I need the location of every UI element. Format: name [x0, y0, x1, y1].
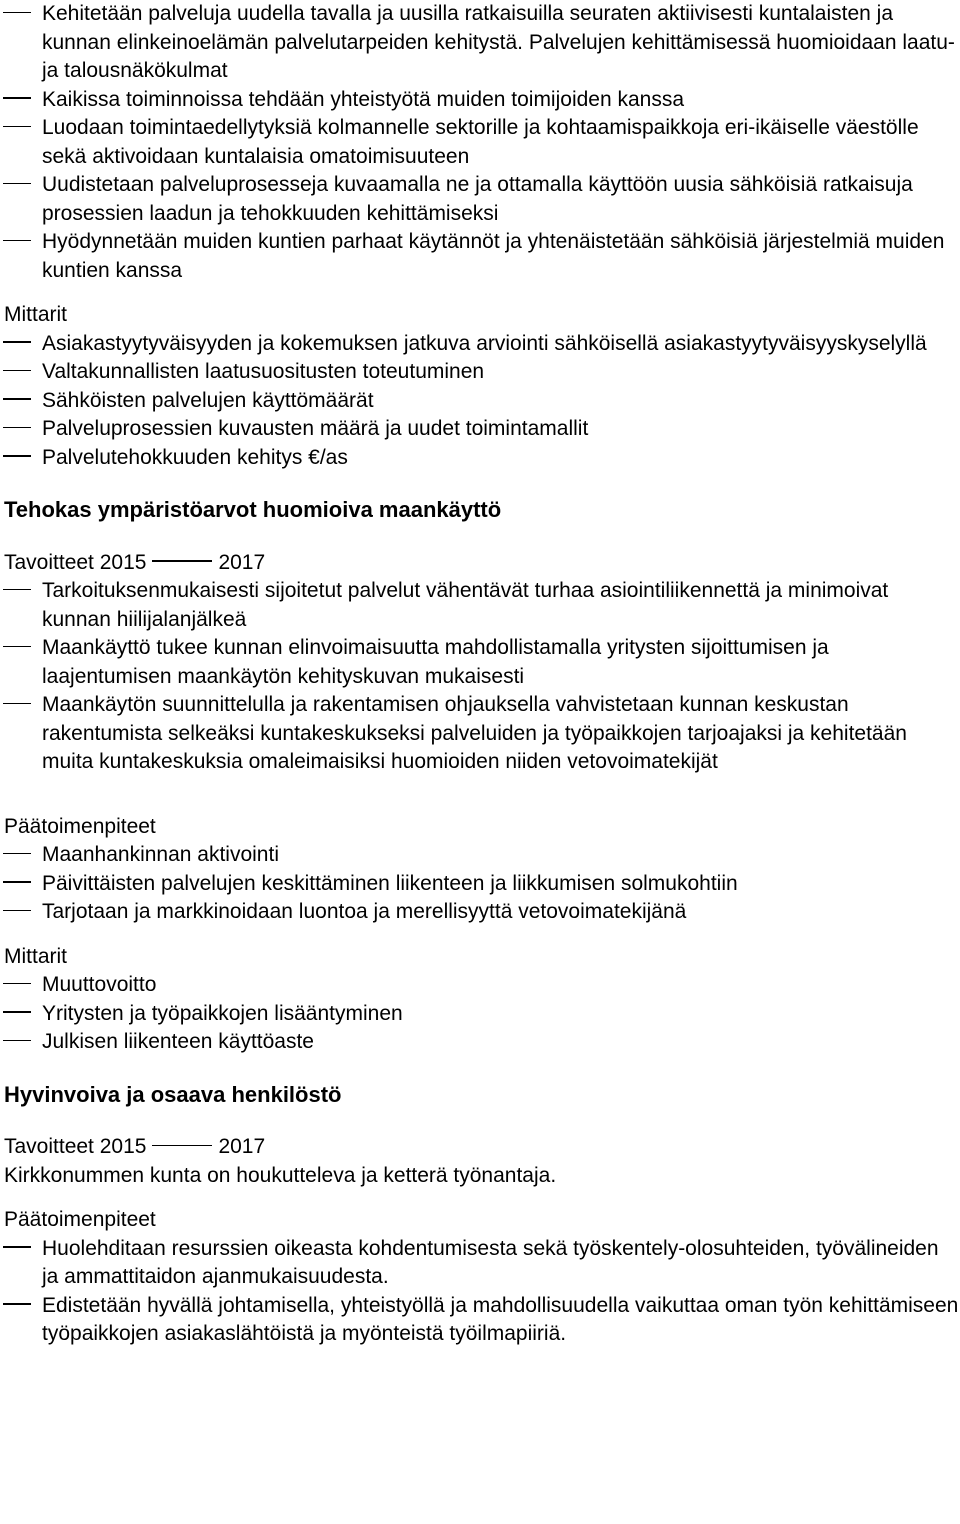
- list-item: [0, 898, 960, 927]
- dash-bullet-icon: [3, 1235, 33, 1264]
- dash-bullet-icon: [3, 898, 33, 927]
- list-item: [0, 228, 960, 285]
- tavoitteet-label-text: Tavoitteet 2015: [4, 1135, 147, 1158]
- tavoitteet-year-end: 2017: [218, 550, 266, 574]
- list-item-text: Maankäytön suunnittelulla ja rakentamisen ohjauksella vahvistetaan kunnan keskustan rakentumista selkeäksi kuntakeskukseksi palveluiden ja työpaikkojen tarjoajaksi ja kehitetään muita kuntakeskuksia omaleimaisiksi huomioiden niiden vetovoimatekijät: [42, 693, 907, 773]
- list-item: [0, 0, 960, 86]
- list-item: [0, 1028, 960, 1057]
- list-item: [0, 1292, 960, 1349]
- list-item-text: Tarkoituksenmukaisesti sijoitetut palvelut vähentävät turhaa asiointiliikennettä ja minimoivat kunnan hiilijalanjälkeä: [42, 579, 889, 631]
- list-item: [0, 358, 960, 387]
- list-item-text: Päivittäisten palvelujen keskittäminen liikenteen ja liikkumisen solmukohtiin: [42, 871, 738, 895]
- dash-separator-icon: [152, 1145, 212, 1147]
- dash-bullet-icon: [3, 1028, 33, 1057]
- dash-bullet-icon: [3, 330, 33, 359]
- paatoimenpiteet-label: Päätoimenpiteet: [4, 814, 156, 838]
- list-item-text: Tarjotaan ja markkinoidaan luontoa ja merellisyyttä vetovoimatekijänä: [42, 900, 687, 923]
- tavoitteet-label-text: Tavoitteet 2015: [4, 550, 147, 574]
- dash-bullet-icon: [3, 577, 33, 606]
- list-item: [0, 1235, 960, 1292]
- metrics-list: [0, 971, 960, 1057]
- list-item: [0, 971, 960, 1000]
- dash-bullet-icon: [3, 387, 33, 416]
- dash-bullet-icon: [3, 415, 33, 444]
- mittarit-label: Mittarit: [4, 944, 67, 968]
- dash-bullet-icon: [3, 1000, 33, 1029]
- dash-bullet-icon: [3, 691, 33, 720]
- section-heading: Tehokas ympäristöarvot huomioiva maankäyttö: [4, 497, 502, 522]
- list-item-text: Maanhankinnan aktivointi: [42, 843, 279, 866]
- actions-list: [0, 841, 960, 927]
- metrics-list: [0, 330, 960, 473]
- dash-bullet-icon: [3, 171, 33, 200]
- list-item-text: Uudistetaan palveluprosesseja kuvaamalla ne ja ottamalla käyttöön uusia sähköisiä ratkaisuja prosessien laadun ja tehokkuuden kehittämiseksi: [42, 173, 913, 225]
- dash-bullet-icon: [3, 114, 33, 143]
- goal-list: [0, 577, 960, 777]
- tavoitteet-label: [0, 1133, 960, 1162]
- dash-bullet-icon: [3, 1292, 33, 1321]
- tavoitteet-year-end: 2017: [218, 1135, 266, 1158]
- dash-bullet-icon: [3, 971, 33, 1000]
- list-item-text: Palvelutehokkuuden kehitys €/as: [42, 445, 348, 469]
- list-item-text: Hyödynnetään muiden kuntien parhaat käytännöt ja yhtenäistetään sähköisiä järjestelmiä muiden kuntien kanssa: [42, 230, 945, 282]
- list-item: [0, 634, 960, 691]
- actions-list: [0, 1235, 960, 1349]
- list-item-text: Kaikissa toiminnoissa tehdään yhteistyötä muiden toimijoiden kanssa: [42, 87, 685, 111]
- list-item-text: Asiakastyytyväisyyden ja kokemuksen jatkuva arviointi sähköisellä asiakastyytyväisyyskyselyllä: [42, 331, 927, 355]
- list-item: [0, 415, 960, 444]
- list-item-text: Maankäyttö tukee kunnan elinvoimaisuutta mahdollistamalla yritysten sijoittumisen ja laajentumisen maankäytön kehityskuvan mukaisesti: [42, 636, 829, 688]
- list-item: [0, 171, 960, 228]
- list-item: [0, 444, 960, 473]
- list-item-text: Muuttovoitto: [42, 973, 157, 996]
- dash-bullet-icon: [3, 444, 33, 473]
- list-item: [0, 1000, 960, 1029]
- list-item: [0, 387, 960, 416]
- list-item-text: Huolehditaan resurssien oikeasta kohdentumisesta sekä työskentely-olosuhteiden, työvälineiden ja ammattitaidon ajanmukaisuudesta.: [42, 1236, 939, 1288]
- dash-separator-icon: [152, 560, 212, 562]
- dash-bullet-icon: [3, 870, 33, 899]
- mittarit-label: Mittarit: [4, 303, 67, 326]
- list-item: [0, 841, 960, 870]
- dash-bullet-icon: [3, 841, 33, 870]
- list-item: [0, 870, 960, 899]
- list-item: [0, 577, 960, 634]
- goal-list: [0, 0, 960, 285]
- tavoitteet-text: Kirkkonummen kunta on houkutteleva ja ketterä työnantaja.: [4, 1163, 557, 1187]
- dash-bullet-icon: [3, 228, 33, 257]
- tavoitteet-label: [0, 549, 960, 578]
- dash-bullet-icon: [3, 358, 33, 387]
- list-item-text: Kehitetään palveluja uudella tavalla ja uusilla ratkaisuilla seuraten aktiivisesti kuntalaisten ja kunnan elinkeinoelämän palvelutarpeiden kehitystä. Palvelujen kehittämisessä huomioidaan laatu- ja talousnäkökulmat: [42, 2, 955, 82]
- list-item-text: Valtakunnallisten laatusuositusten toteutuminen: [42, 360, 485, 383]
- list-item-text: Sähköisten palvelujen käyttömäärät: [42, 388, 374, 412]
- list-item-text: Luodaan toimintaedellytyksiä kolmannelle sektorille ja kohtaamispaikkoja eri-ikäiselle väestölle sekä aktivoidaan kuntalaisia omatoimisuuteen: [42, 116, 919, 168]
- list-item-text: Yritysten ja työpaikkojen lisääntyminen: [42, 1001, 403, 1025]
- list-item-text: Julkisen liikenteen käyttöaste: [42, 1030, 314, 1053]
- list-item: [0, 330, 960, 359]
- list-item: [0, 691, 960, 777]
- section-heading: Hyvinvoiva ja osaava henkilöstö: [4, 1081, 342, 1107]
- dash-bullet-icon: [3, 0, 33, 29]
- list-item-text: Edistetään hyvällä johtamisella, yhteistyöllä ja mahdollisuudella vaikuttaa oman työn kehittämiseen työpaikkojen asiakaslähtöistä ja myönteistä työilmapiiriä.: [42, 1293, 959, 1345]
- list-item: [0, 86, 960, 115]
- paatoimenpiteet-label: Päätoimenpiteet: [4, 1208, 156, 1231]
- list-item: [0, 114, 960, 171]
- dash-bullet-icon: [3, 634, 33, 663]
- dash-bullet-icon: [3, 86, 33, 115]
- list-item-text: Palveluprosessien kuvausten määrä ja uudet toimintamallit: [42, 417, 589, 440]
